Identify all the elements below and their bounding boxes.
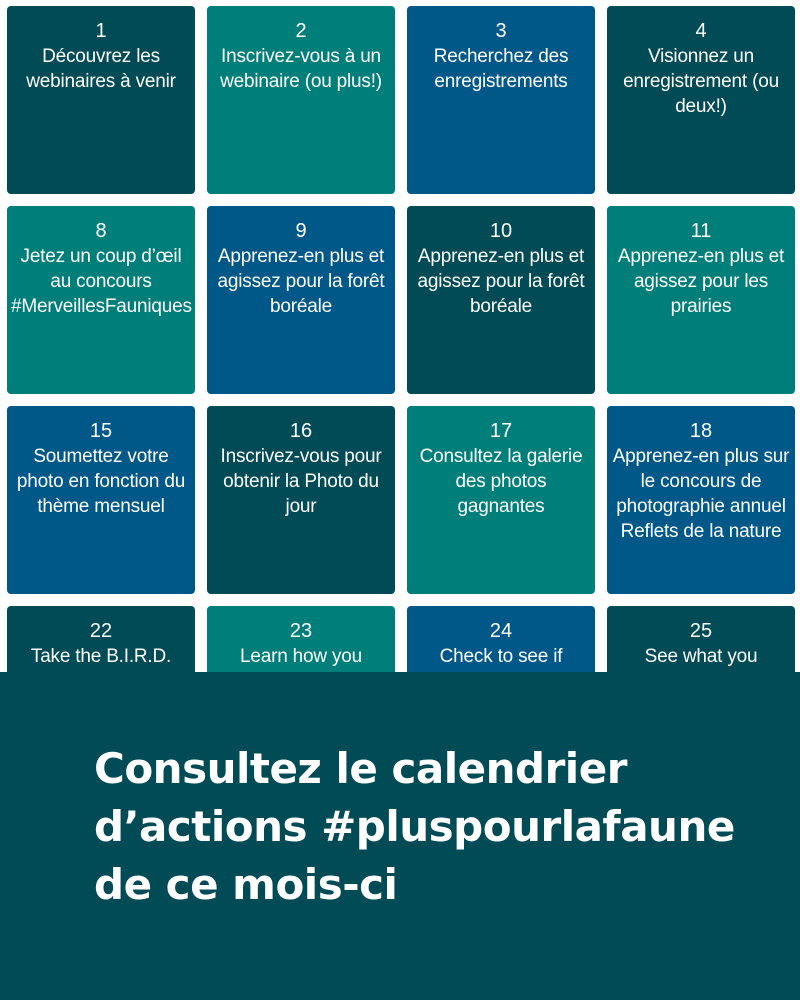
tile-action-text: See what you	[644, 646, 758, 667]
calendar-tile-3[interactable]	[407, 6, 595, 194]
tile-action-text: Consultez la galerie des photos gagnantes	[419, 446, 583, 517]
calendar-tile-17[interactable]	[407, 406, 595, 594]
tile-action-text: Inscrivez-vous à un webinaire (ou plus!)	[220, 46, 382, 92]
tile-action-text: Jetez un coup d’œil au concours #MerveillesFauniques	[11, 246, 192, 317]
calendar-tile-18[interactable]	[607, 406, 795, 594]
calendar-tile-15[interactable]	[7, 406, 195, 594]
tile-day-number: 11	[690, 220, 712, 242]
tile-action-text: Apprenez-en plus et agissez pour la forêt boréale	[217, 246, 385, 317]
tile-day-number: 16	[289, 420, 313, 442]
tile-action-text: Take the B.I.R.D.	[30, 646, 172, 667]
calendar-tile-11[interactable]	[607, 206, 795, 394]
tile-action-text: Apprenez-en plus et agissez pour la forêt boréale	[417, 246, 585, 317]
tile-day-number: 17	[489, 420, 513, 442]
tile-day-number: 2	[295, 20, 307, 42]
tile-day-number: 18	[689, 420, 713, 442]
page-title: Consultez le calendrier d’actions #pluspourlafaune de ce mois-ci	[94, 744, 735, 909]
tile-day-number: 24	[489, 620, 513, 642]
tile-action-text: Apprenez-en plus sur le concours de photographie annuel Reflets de la nature	[612, 446, 790, 542]
calendar-tile-10[interactable]	[407, 206, 595, 394]
tile-day-number: 25	[689, 620, 713, 642]
tile-action-text: Recherchez des enregistrements	[433, 46, 569, 92]
tile-action-text: Visionnez un enregistrement (ou deux!)	[623, 46, 779, 117]
tile-action-text: Soumettez votre photo en fonction du thème mensuel	[16, 446, 186, 517]
calendar-tile-8[interactable]	[7, 206, 195, 394]
tile-day-number: 15	[89, 420, 113, 442]
tile-day-number: 10	[489, 220, 513, 242]
tile-action-text: Apprenez-en plus et agissez pour les prairies	[617, 246, 785, 317]
tile-action-text: Learn how you	[239, 646, 363, 667]
tile-day-number: 1	[95, 20, 107, 42]
calendar-tile-4[interactable]	[607, 6, 795, 194]
calendar-tile-16[interactable]	[207, 406, 395, 594]
calendar-tile-1[interactable]	[7, 6, 195, 194]
calendar-tile-2[interactable]	[207, 6, 395, 194]
tile-day-number: 23	[289, 620, 313, 642]
tile-day-number: 3	[495, 20, 507, 42]
tile-day-number: 22	[89, 620, 113, 642]
tile-action-text: Check to see if	[439, 646, 563, 667]
tile-action-text: Découvrez les webinaires à venir	[26, 46, 176, 92]
calendar-tile-9[interactable]	[207, 206, 395, 394]
tile-day-number: 8	[95, 220, 107, 242]
tile-action-text: Inscrivez-vous pour obtenir la Photo du jour	[220, 446, 382, 517]
tile-day-number: 9	[295, 220, 307, 242]
tile-day-number: 4	[695, 20, 707, 42]
